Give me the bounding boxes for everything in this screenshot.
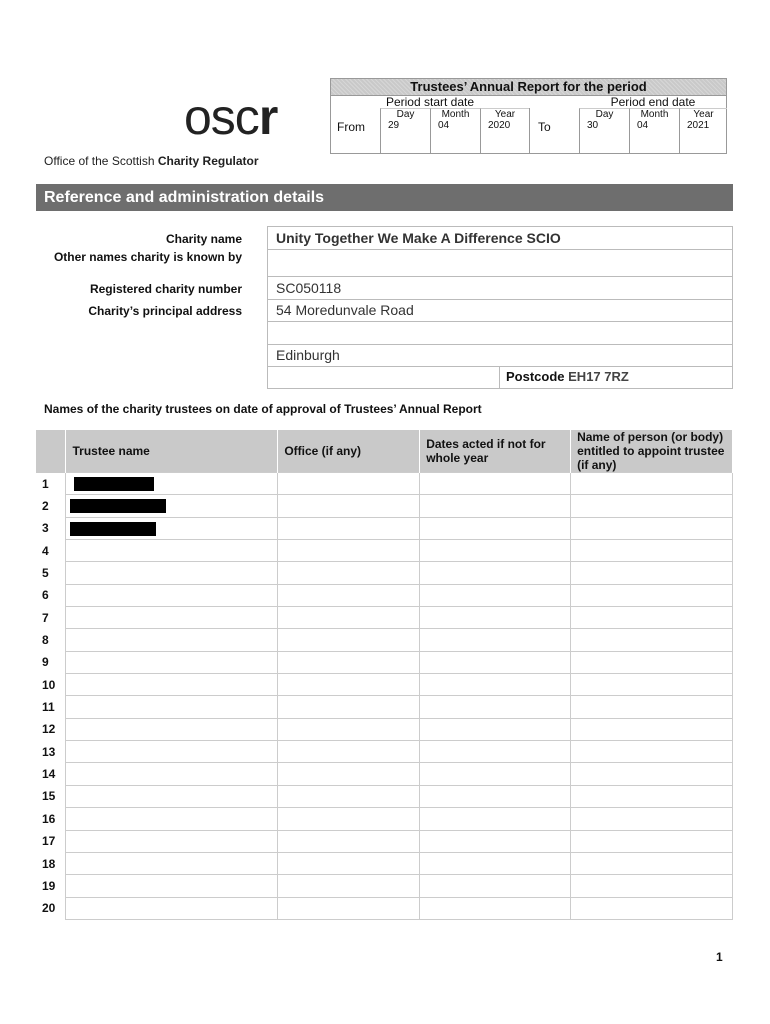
table-row — [36, 763, 733, 785]
office-cell[interactable] — [278, 651, 420, 673]
office-cell[interactable] — [278, 540, 420, 562]
subtitle-prefix: Office of the Scottish — [44, 154, 158, 168]
trustee-name-cell[interactable] — [66, 875, 278, 897]
dates-acted-cell[interactable] — [420, 674, 571, 696]
trustee-name-cell[interactable] — [66, 785, 278, 807]
appointing-body-cell[interactable] — [571, 607, 733, 629]
row-number: 14 — [42, 767, 56, 782]
reg-number-label: Registered charity number — [89, 282, 242, 296]
report-period-box — [330, 78, 727, 154]
appointing-body-cell[interactable] — [571, 897, 733, 919]
start-day-cell — [380, 108, 430, 154]
office-cell[interactable] — [278, 808, 420, 830]
dates-acted-cell[interactable] — [420, 540, 571, 562]
row-number: 5 — [42, 566, 49, 581]
trustee-name-cell[interactable] — [66, 651, 278, 673]
appointing-body-cell[interactable] — [571, 808, 733, 830]
trustee-name-cell[interactable] — [66, 607, 278, 629]
address-label: Charity’s principal address — [88, 304, 242, 318]
row-number: 19 — [42, 878, 56, 893]
from-label: From — [337, 120, 365, 134]
dates-acted-cell[interactable] — [420, 852, 571, 874]
table-row — [36, 629, 733, 651]
end-year-value: 2021 — [687, 120, 710, 131]
dates-acted-cell[interactable] — [420, 830, 571, 852]
appointing-body-cell[interactable] — [571, 562, 733, 584]
row-number: 12 — [42, 722, 56, 737]
trustee-name-cell[interactable] — [66, 808, 278, 830]
table-row — [36, 852, 733, 874]
trustee-name-cell[interactable] — [66, 495, 278, 517]
trustee-name-cell[interactable] — [66, 897, 278, 919]
appointing-body-cell[interactable] — [571, 875, 733, 897]
appointing-body-cell[interactable] — [571, 741, 733, 763]
period-end-label: Period end date — [610, 95, 696, 109]
start-month-cell — [430, 108, 480, 154]
to-label: To — [538, 120, 551, 134]
dates-acted-cell[interactable] — [420, 584, 571, 606]
row-number: 6 — [42, 588, 49, 603]
row-number: 15 — [42, 789, 56, 804]
organisation-subtitle — [44, 154, 259, 168]
charity-name-field[interactable]: Unity Together We Make A Difference SCIO — [267, 226, 733, 250]
row-number: 4 — [42, 543, 49, 558]
end-day-value: 30 — [587, 120, 599, 131]
dates-acted-cell[interactable] — [420, 718, 571, 740]
to-cell — [529, 108, 579, 154]
dates-acted-cell[interactable] — [420, 629, 571, 651]
row-number: 20 — [42, 901, 56, 916]
col-dates-acted: Dates acted if not for whole year — [420, 430, 571, 473]
trustee-name-cell[interactable] — [66, 674, 278, 696]
dates-acted-cell[interactable] — [420, 875, 571, 897]
col-appointing-body: Name of person (or body) entitled to appoint trustee (if any) — [571, 430, 733, 473]
office-cell[interactable] — [278, 875, 420, 897]
office-cell[interactable] — [278, 473, 420, 495]
trustee-name-cell[interactable] — [66, 741, 278, 763]
start-year-label: Year — [494, 109, 516, 120]
trustee-name-cell[interactable] — [66, 830, 278, 852]
row-number: 10 — [42, 677, 56, 692]
address-line2-field[interactable] — [267, 322, 733, 345]
appointing-body-cell[interactable] — [571, 696, 733, 718]
address-line1-field[interactable]: 54 Moredunvale Road — [267, 300, 733, 322]
row-number: 13 — [42, 744, 56, 759]
page-number: 1 — [716, 950, 723, 964]
postcode-value: EH17 7RZ — [568, 369, 629, 384]
charity-name-label: Charity name — [165, 232, 242, 246]
col-trustee-name: Trustee name — [66, 430, 278, 473]
table-row — [36, 785, 733, 807]
dates-acted-cell[interactable] — [420, 763, 571, 785]
table-row — [36, 696, 733, 718]
end-year-cell — [679, 108, 727, 154]
trustee-name-cell[interactable] — [66, 562, 278, 584]
end-day-label: Day — [595, 109, 614, 120]
other-names-field[interactable] — [267, 250, 733, 277]
redacted-name — [74, 477, 154, 491]
trustee-name-cell[interactable] — [66, 696, 278, 718]
office-cell[interactable] — [278, 495, 420, 517]
start-day-label: Day — [396, 109, 415, 120]
end-month-label: Month — [640, 109, 669, 120]
postcode-label: Postcode — [506, 369, 565, 384]
table-row — [36, 584, 733, 606]
table-row — [36, 897, 733, 919]
dates-acted-cell[interactable] — [420, 785, 571, 807]
trustee-name-cell[interactable] — [66, 473, 278, 495]
table-row — [36, 540, 733, 562]
postcode-row — [267, 367, 733, 389]
reg-number-field[interactable]: SC050118 — [267, 277, 733, 300]
appointing-body-cell[interactable] — [571, 584, 733, 606]
office-cell[interactable] — [278, 562, 420, 584]
table-row — [36, 674, 733, 696]
office-cell[interactable] — [278, 674, 420, 696]
end-year-label: Year — [693, 109, 714, 120]
appointing-body-cell[interactable] — [571, 763, 733, 785]
office-cell[interactable] — [278, 517, 420, 539]
table-row — [36, 495, 733, 517]
appointing-body-cell[interactable] — [571, 830, 733, 852]
appointing-body-cell[interactable] — [571, 718, 733, 740]
table-row — [36, 473, 733, 495]
table-row — [36, 607, 733, 629]
logo-text: osc — [184, 89, 259, 145]
dates-acted-cell[interactable] — [420, 651, 571, 673]
trustees-body — [36, 473, 733, 920]
appointing-body-cell[interactable] — [571, 651, 733, 673]
row-number: 3 — [42, 521, 49, 536]
subtitle-bold: Charity Regulator — [157, 154, 259, 168]
trustee-name-cell[interactable] — [66, 540, 278, 562]
office-cell[interactable] — [278, 584, 420, 606]
start-year-cell — [480, 108, 529, 154]
trustee-name-cell[interactable] — [66, 517, 278, 539]
office-cell[interactable] — [278, 830, 420, 852]
office-cell[interactable] — [278, 897, 420, 919]
office-cell[interactable] — [278, 607, 420, 629]
col-office: Office (if any) — [278, 430, 420, 473]
office-cell[interactable] — [278, 718, 420, 740]
table-row — [36, 875, 733, 897]
trustee-name-cell[interactable] — [66, 629, 278, 651]
table-row — [36, 517, 733, 539]
office-cell[interactable] — [278, 741, 420, 763]
period-start-label: Period start date — [385, 95, 475, 109]
appointing-body-cell[interactable] — [571, 629, 733, 651]
trustees-table — [36, 430, 733, 920]
dates-acted-cell[interactable] — [420, 495, 571, 517]
table-row — [36, 808, 733, 830]
start-year-value: 2020 — [488, 120, 511, 131]
trustee-name-cell[interactable] — [66, 852, 278, 874]
office-cell[interactable] — [278, 763, 420, 785]
table-row — [36, 562, 733, 584]
row-number: 1 — [42, 476, 49, 491]
period-title: Trustees’ Annual Report for the period — [331, 79, 726, 96]
redacted-name — [70, 522, 156, 536]
appointing-body-cell[interactable] — [571, 785, 733, 807]
row-number: 7 — [42, 610, 49, 625]
trustees-header-row — [36, 430, 733, 473]
trustees-heading: Names of the charity trustees on date of approval of Trustees’ Annual Report — [44, 402, 482, 416]
office-cell[interactable] — [278, 785, 420, 807]
trustee-name-cell[interactable] — [66, 718, 278, 740]
table-row — [36, 741, 733, 763]
trustee-name-cell[interactable] — [66, 763, 278, 785]
appointing-body-cell[interactable] — [571, 852, 733, 874]
logo-text-r: r — [258, 89, 278, 145]
row-number: 17 — [42, 834, 56, 849]
appointing-body-cell[interactable] — [571, 517, 733, 539]
dates-acted-cell[interactable] — [420, 562, 571, 584]
redacted-name — [70, 499, 166, 513]
start-day-value: 29 — [388, 120, 400, 131]
dates-acted-cell[interactable] — [420, 741, 571, 763]
appointing-body-cell[interactable] — [571, 495, 733, 517]
dates-acted-cell[interactable] — [420, 897, 571, 919]
appointing-body-cell[interactable] — [571, 674, 733, 696]
oscr-logo — [184, 89, 278, 145]
section-title: Reference and administration details — [36, 184, 733, 211]
trustee-name-cell[interactable] — [66, 584, 278, 606]
table-row — [36, 830, 733, 852]
end-day-cell — [579, 108, 629, 154]
row-number: 18 — [42, 856, 56, 871]
dates-acted-cell[interactable] — [420, 607, 571, 629]
row-number: 16 — [42, 811, 56, 826]
office-cell[interactable] — [278, 696, 420, 718]
office-cell[interactable] — [278, 629, 420, 651]
dates-acted-cell[interactable] — [420, 696, 571, 718]
appointing-body-cell[interactable] — [571, 473, 733, 495]
table-row — [36, 651, 733, 673]
table-row — [36, 718, 733, 740]
office-cell[interactable] — [278, 852, 420, 874]
dates-acted-cell[interactable] — [420, 808, 571, 830]
row-number-header — [36, 430, 66, 473]
start-month-label: Month — [441, 109, 470, 120]
address-line3-field[interactable]: Edinburgh — [267, 345, 733, 367]
row-number: 8 — [42, 633, 49, 648]
end-month-value: 04 — [637, 120, 649, 131]
start-month-value: 04 — [438, 120, 450, 131]
dates-acted-cell[interactable] — [420, 473, 571, 495]
postcode-field[interactable] — [499, 366, 733, 388]
appointing-body-cell[interactable] — [571, 540, 733, 562]
row-number: 11 — [42, 700, 55, 715]
row-number: 9 — [42, 655, 49, 670]
other-names-label: Other names charity is known by — [53, 250, 242, 264]
end-month-cell — [629, 108, 679, 154]
row-number: 2 — [42, 499, 49, 514]
dates-acted-cell[interactable] — [420, 517, 571, 539]
